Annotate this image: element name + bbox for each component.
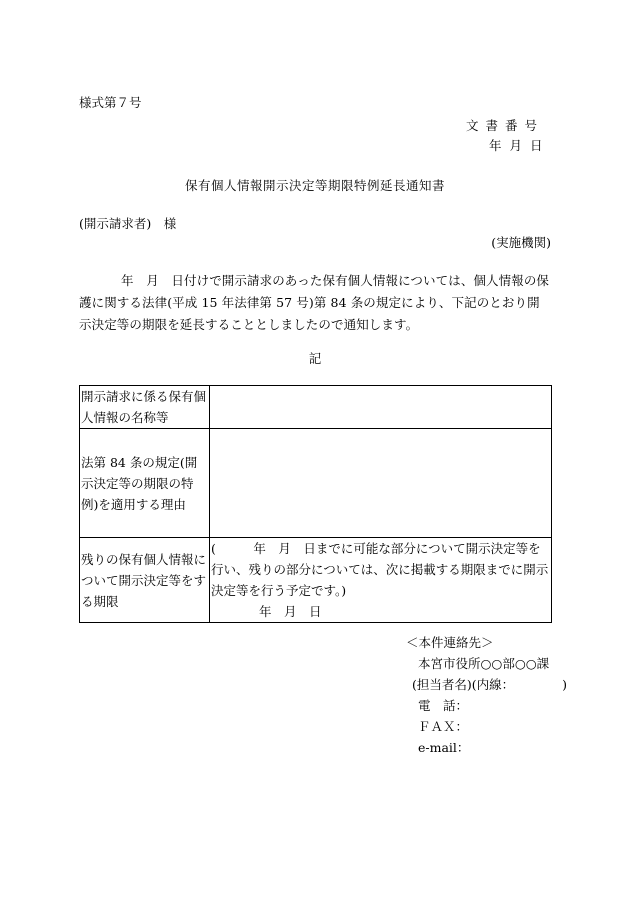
contact-heading: ＜本件連絡先＞ <box>406 635 494 650</box>
contact-phone: 電 話： <box>418 698 469 713</box>
table-label-cell: 開示請求に係る保有個人情報の名称等 <box>80 386 210 429</box>
contact-block <box>406 632 567 758</box>
implementing-agency: (実施機関) <box>491 235 551 250</box>
document-date-label: 年月日 <box>489 138 551 153</box>
document-number-label: 文書番号 <box>466 118 545 133</box>
table-row <box>80 538 552 623</box>
contact-person <box>406 674 567 695</box>
table-value-cell <box>210 538 552 623</box>
table-value-cell <box>210 429 552 538</box>
contact-person-close: ) <box>562 677 568 692</box>
table-row <box>80 429 552 538</box>
table-value-cell <box>210 386 552 429</box>
recipient: (開示請求者) 様 <box>79 216 177 231</box>
contact-person-label: (担当者名)(内線： <box>412 677 515 692</box>
form-number: 様式第７号 <box>79 95 142 110</box>
info-table <box>79 385 552 623</box>
contact-email: e-mail： <box>418 740 470 755</box>
contact-fax: ＦＡＸ： <box>418 719 469 734</box>
table-label-cell: 残りの保有個人情報について開示決定等をする期限 <box>80 538 210 623</box>
notice-paragraph-text: 年 月 日付けで開示請求のあった保有個人情報については、個人情報の保護に関する法律(平成 15 年法律第 57 号)第 84 条の規定により、下記のとおり開示決定等の期限を延長することとしましたので通知します。 <box>79 273 550 332</box>
contact-organization: 本宮市役所○○部○○課 <box>418 656 550 671</box>
period-date: 年 月 日 <box>259 604 322 619</box>
table-row <box>80 386 552 429</box>
period-statement: ( 年 月 日までに可能な部分について開示決定等を行い、残りの部分については、次に掲載する期限までに開示決定等を行う予定です。) <box>211 541 549 598</box>
ki-heading: 記 <box>308 351 322 366</box>
document-title: 保有個人情報開示決定等期限特例延長通知書 <box>184 178 445 193</box>
notice-paragraph <box>79 270 552 336</box>
table-label-cell: 法第 84 条の規定(開示決定等の期限の特例)を適用する理由 <box>80 429 210 538</box>
